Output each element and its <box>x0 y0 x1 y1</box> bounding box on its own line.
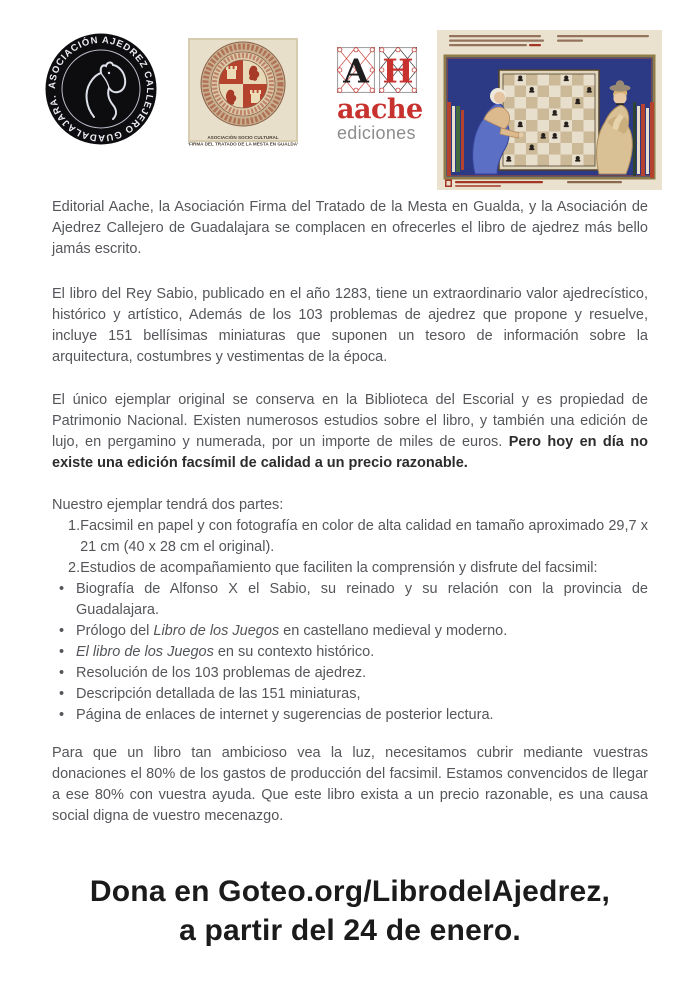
list-item <box>52 621 648 642</box>
item-number: 1. <box>68 518 81 534</box>
studies-bullet-list <box>52 579 648 726</box>
list-item <box>52 579 648 621</box>
chess-players-miniature <box>437 30 662 190</box>
bullet-icon: • <box>59 707 65 723</box>
initial-a: A <box>343 51 369 91</box>
chessboard <box>499 70 599 170</box>
medieval-seal-logo <box>188 38 298 150</box>
bullet-icon: • <box>59 665 65 681</box>
bullet-text: Biografía de Alfonso X el Sabio, su reinado y su relación con la provincia de Guadalajara. <box>76 581 648 618</box>
bullet-text: Prólogo del Libro de los Juegos en castellano medieval y moderno. <box>76 623 508 639</box>
paragraph-text: El único ejemplar original se conserva en la Biblioteca del Escorial y es propiedad de Patrimonio Nacional. Existen numerosos estudios sobre el libro, y también una edición de lujo, en pergamino y numerada, por un importe de miles de euros. <box>52 392 648 450</box>
donation-paragraph: Para que un libro tan ambicioso vea la luz, necesitamos cubrir mediante vuestras donaciones el 80% de los gastos de producción del facsimil. Estamos convencidos de llegar a ese 80% con vuestra ayuda. Que este libro exista a un precio razonable, es una causa social digna de vuestro mecenazgo. <box>52 745 648 824</box>
knight-circle-logo <box>45 33 157 145</box>
bold-claim-text: Pero hoy en día no existe una edición facsímil de calidad a un precio razonable. <box>52 434 649 471</box>
parts-numbered-list <box>52 516 648 579</box>
list-item <box>52 684 648 705</box>
list-item <box>52 642 648 663</box>
chess-association-logo <box>45 33 157 145</box>
seal-icon <box>201 42 285 126</box>
tile-a-icon <box>337 47 375 93</box>
bullet-text: Descripción detallada de las 151 miniaturas, <box>76 686 361 702</box>
logo-ring-text: ASOCIACIÓN AJEDREZ CALLEJERO GUADALAJARA. <box>46 34 156 144</box>
bullet-icon: • <box>59 623 65 639</box>
aache-subtitle: ediciones <box>337 123 416 143</box>
book-value-paragraph: El libro del Rey Sabio, publicado en el año 1283, tiene un extraordinario valor ajedrecístico, histórico y artístico, Además de los 103 problemas de ajedrez que propone y resuelve, incluye 151 bellísimas miniaturas que suponen un tesoro de información sobre la arquitectura, costumbres y vestimentas de la época. <box>52 286 648 365</box>
item-text: Facsimil en papel y con fotografía en color de alta calidad en tamaño aproximado 29,7 x 21 cm (40 x 28 cm el original). <box>80 518 648 555</box>
numbered-item <box>52 516 648 558</box>
seal-caption-line1: ASOCIACIÓN SOCIO CULTURAL <box>207 135 279 140</box>
body-copy <box>52 197 648 827</box>
list-item <box>52 663 648 684</box>
item-text: Estudios de acompañamiento que faciliten la comprensión y disfrute del facsimil: <box>80 560 598 576</box>
original-copy-paragraph <box>52 390 648 474</box>
bullet-icon: • <box>59 686 65 702</box>
bullet-text: Resolución de los 103 problemas de ajedrez. <box>76 665 367 681</box>
headline-line2: a partir del 24 de enero. <box>179 914 521 947</box>
headline-line1: Dona en Goteo.org/LibrodelAjedrez, <box>89 875 611 908</box>
bullet-icon: • <box>59 644 65 660</box>
tile-h-icon <box>379 47 417 93</box>
initial-h: H <box>382 51 414 91</box>
item-number: 2. <box>68 560 81 576</box>
seal-caption-line2: “FIRMA DEL TRATADO DE LA MESTA EN GUALDA” <box>188 141 298 147</box>
bullet-text: El libro de los Juegos en su contexto histórico. <box>76 644 375 660</box>
miniature-illustration <box>437 30 662 190</box>
aache-wordmark: aache <box>337 94 423 125</box>
donation-headline <box>0 872 700 950</box>
numbered-item <box>52 558 648 579</box>
aache-initial-tiles <box>337 47 433 93</box>
list-intro: Nuestro ejemplar tendrá dos partes: <box>52 497 284 513</box>
list-item <box>52 705 648 726</box>
bullet-icon: • <box>59 581 65 597</box>
intro-paragraph: Editorial Aache, la Asociación Firma del Tratado de la Mesta en Gualda, y la Asociación de Ajedrez Callejero de Guadalajara se complacen en ofrecerles el libro de ajedrez más bello jamás escrito. <box>52 199 648 257</box>
aache-ediciones-logo <box>337 47 433 143</box>
mesta-association-logo <box>188 38 298 150</box>
bullet-text: Página de enlaces de internet y sugerencias de posterior lectura. <box>76 707 494 723</box>
